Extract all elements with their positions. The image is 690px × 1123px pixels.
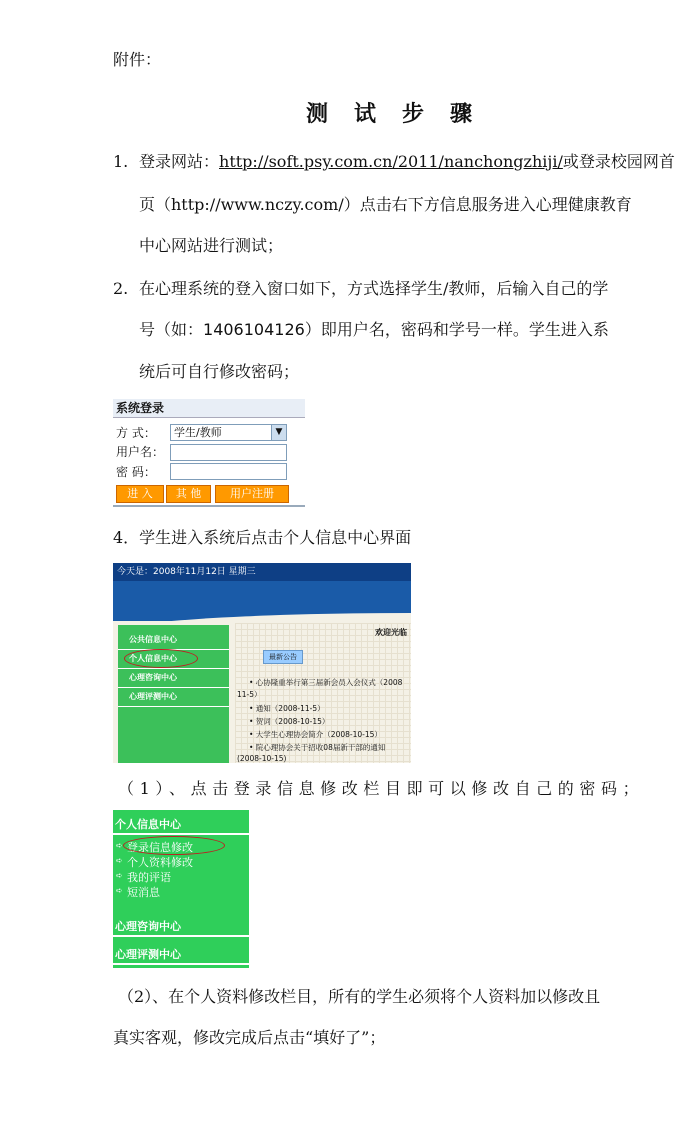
login-header: 系统登录 (113, 399, 305, 418)
sub-step1: （1）、点击登录信息修改栏目即可以修改自己的密码； (118, 779, 645, 798)
step2-line2-suffix: ）即用户名，密码和学号一样。学生进入系 (304, 320, 609, 339)
highlight-circle (123, 836, 225, 855)
nav-item-public[interactable]: 公共信息中心 (118, 631, 229, 650)
username-input[interactable] (170, 444, 287, 461)
news-item[interactable]: • 通知（2008-11-5） (249, 704, 325, 713)
section-counseling[interactable]: 心理咨询中心 (115, 920, 181, 933)
step1-line2: 页（http://www.nczy.com/）点击右下方信息服务进入心理健康教育 (139, 195, 632, 214)
student-id-example: 1406104126 (203, 320, 305, 339)
step2-line2 (139, 320, 609, 340)
site-link[interactable]: http://soft.psy.com.cn/2011/nanchongzhiji/ (219, 152, 563, 171)
nav-item-assessment[interactable]: 心理评测中心 (118, 688, 229, 707)
news-item[interactable]: • 院心理协会关于招收08届新干部的通知 (249, 743, 386, 752)
portal-screenshot (113, 563, 411, 763)
nav-item-counseling[interactable]: 心理咨询中心 (118, 669, 229, 688)
enter-button[interactable]: 进 入 (116, 485, 164, 503)
portal-content (235, 623, 411, 763)
portal-date: 今天是：2008年11月12日 星期三 (113, 563, 411, 581)
mode-select[interactable] (170, 424, 287, 441)
step2-line3: 统后可自行修改密码； (139, 362, 300, 381)
password-input[interactable] (170, 463, 287, 480)
step2-number: 2. (113, 279, 129, 298)
welcome-text: 欢迎光临 (375, 628, 407, 637)
tab-announcements[interactable]: 最新公告 (263, 650, 303, 664)
section-assessment[interactable]: 心理评测中心 (115, 948, 181, 961)
arrow-icon: ➪ (116, 871, 123, 880)
password-label: 密 码： (116, 465, 156, 479)
nav-item-personal[interactable]: 个人信息中心 (118, 650, 229, 669)
menu-item-login-info[interactable]: 登录信息修改 (127, 841, 193, 854)
step2-line2-prefix: 号（如： (139, 320, 204, 339)
personal-menu-screenshot (113, 810, 249, 968)
login-box (113, 399, 305, 507)
register-button[interactable]: 用户注册 (215, 485, 289, 503)
page-title: 测试步骤 (306, 101, 499, 127)
menu-item-messages[interactable]: 短消息 (127, 886, 160, 899)
other-button[interactable]: 其 他 (166, 485, 211, 503)
arrow-icon: ➪ (116, 841, 123, 850)
menu-item-comments[interactable]: 我的评语 (127, 871, 171, 884)
mode-select-value: 学生/教师 (174, 426, 222, 439)
news-item[interactable]: • 大学生心理协会简介（2008-10-15） (249, 730, 382, 739)
step1-line1-suffix: 或登录校园网首 (562, 152, 675, 171)
attachment-label: 附件： (113, 50, 162, 69)
divider (113, 833, 249, 835)
step4-text: 4．学生进入系统后点击个人信息中心界面 (113, 528, 412, 547)
sub-step2-line2: 真实客观，修改完成后点击“填好了”； (113, 1028, 386, 1047)
step1-line3: 中心网站进行测试； (139, 236, 284, 255)
username-label: 用户名： (116, 445, 165, 459)
chevron-down-icon: ▼ (271, 425, 286, 440)
news-item[interactable]: • 贺词（2008-10-15） (249, 717, 330, 726)
mode-label: 方 式： (116, 426, 156, 440)
step1-line1 (139, 152, 675, 172)
divider (113, 963, 249, 965)
portal-nav (118, 625, 229, 763)
menu-header: 个人信息中心 (115, 818, 181, 831)
step2-line1: 在心理系统的登入窗口如下，方式选择学生/教师，后输入自己的学 (139, 279, 609, 298)
sub-step2-line1: （2）、在个人资料修改栏目，所有的学生必须将个人资料加以修改且 (118, 987, 601, 1006)
news-item: 11-5） (237, 690, 262, 699)
news-item[interactable]: • 心协隆重举行第三届新会员入会仪式（2008 (249, 678, 403, 687)
step1-number: 1. (113, 152, 129, 171)
arrow-icon: ➪ (116, 856, 123, 865)
highlight-circle (124, 649, 198, 668)
step1-line1-prefix: 登录网站： (139, 152, 220, 171)
menu-item-profile[interactable]: 个人资料修改 (127, 856, 193, 869)
divider (113, 935, 249, 937)
news-item: (2008-10-15) (237, 754, 287, 763)
arrow-icon: ➪ (116, 886, 123, 895)
